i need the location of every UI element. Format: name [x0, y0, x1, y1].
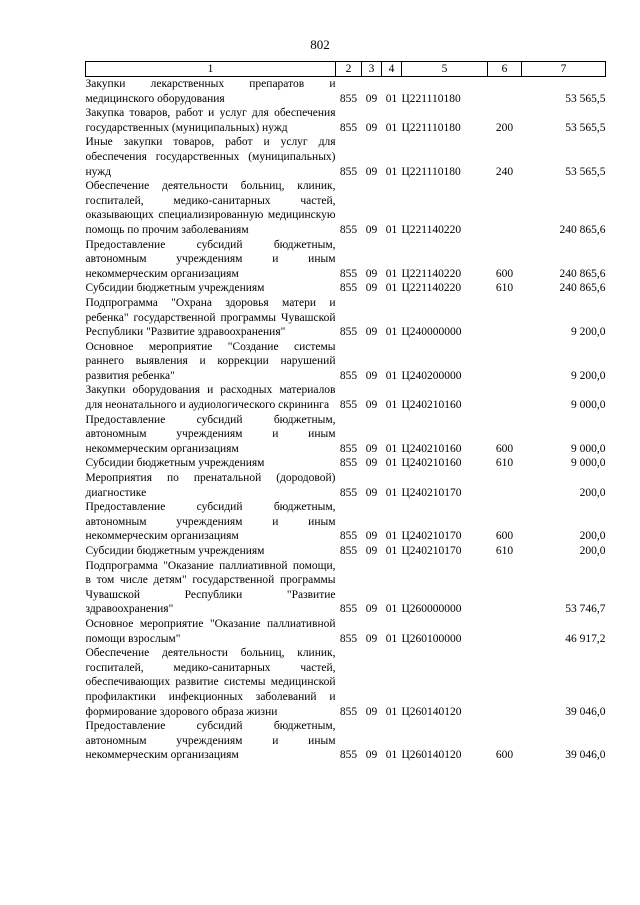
row-name: Субсидии бюджетным учреждениям	[85, 545, 265, 557]
row-expense-type: 600	[495, 530, 514, 543]
row-section: 09	[365, 267, 378, 280]
row-expense-type	[488, 559, 522, 617]
row-expense-type: 610	[495, 457, 514, 470]
row-target-article: Ц260100000	[401, 632, 462, 645]
row-name: Субсидии бюджетным учреждениям	[85, 457, 265, 470]
row-amount: 9 200,0	[571, 369, 606, 382]
row-ministry-code: 855	[339, 121, 358, 134]
row-amount: 53 565,5	[565, 121, 606, 134]
header-col-4: 4	[382, 62, 402, 77]
row-ministry-code: 855	[339, 442, 358, 455]
row-subsection: 01	[385, 92, 398, 105]
table-row	[86, 719, 606, 763]
row-amount: 9 000,0	[571, 399, 606, 412]
row-amount: 9 000,0	[571, 457, 606, 470]
header-row	[86, 62, 606, 77]
table-row	[86, 135, 606, 179]
row-target-article: Ц240210170	[401, 486, 462, 499]
row-ministry-code: 855	[339, 486, 358, 499]
row-target-article: Ц221110180	[401, 92, 461, 105]
table-row	[86, 500, 606, 544]
row-amount: 53 565,5	[565, 92, 606, 105]
row-section: 09	[365, 326, 378, 339]
row-target-article: Ц221140220	[401, 282, 462, 295]
row-ministry-code: 855	[339, 282, 358, 295]
row-ministry-code: 855	[339, 399, 358, 412]
row-section: 09	[365, 530, 378, 543]
header-col-7: 7	[522, 62, 606, 77]
row-amount: 39 046,0	[565, 705, 606, 718]
row-name: Предоставление субсидий бюджетным, автономным учреждениям и иным некоммерческим организациям	[85, 501, 336, 543]
page-number: 802	[310, 37, 330, 52]
budget-table	[85, 61, 606, 763]
table-row	[86, 559, 606, 617]
row-name: Подпрограмма "Охрана здоровья матери и ребенка" государственной программы Чувашской Республики "Развитие здравоохранения"	[85, 296, 336, 339]
row-ministry-code: 855	[339, 530, 358, 543]
row-ministry-code: 855	[339, 223, 358, 236]
row-subsection: 01	[385, 603, 398, 616]
row-subsection: 01	[385, 369, 398, 382]
row-name: Предоставление субсидий бюджетным, автономным учреждениям и иным некоммерческим организациям	[85, 413, 336, 455]
row-ministry-code: 855	[339, 267, 358, 280]
row-section: 09	[365, 632, 378, 645]
row-section: 09	[365, 705, 378, 718]
table-row	[86, 456, 606, 471]
row-subsection: 01	[385, 632, 398, 645]
row-subsection: 01	[385, 749, 398, 762]
row-section: 09	[365, 369, 378, 382]
row-target-article: Ц221110180	[401, 165, 461, 178]
row-amount: 53 746,7	[565, 603, 606, 616]
row-section: 09	[365, 486, 378, 499]
header-col-1: 1	[86, 62, 336, 77]
row-subsection: 01	[385, 121, 398, 134]
table-row	[86, 471, 606, 500]
header-col-5: 5	[402, 62, 488, 77]
row-ministry-code: 855	[339, 545, 358, 557]
row-expense-type	[488, 383, 522, 412]
table-row	[86, 413, 606, 457]
row-ministry-code: 855	[339, 705, 358, 718]
row-amount: 200,0	[579, 486, 606, 499]
row-section: 09	[365, 165, 378, 178]
header-col-6: 6	[488, 62, 522, 77]
row-section: 09	[365, 442, 378, 455]
row-expense-type: 600	[495, 267, 514, 280]
row-subsection: 01	[385, 399, 398, 412]
table-row	[86, 106, 606, 135]
row-expense-type: 200	[495, 121, 514, 134]
table-body	[86, 77, 606, 763]
row-name: Предоставление субсидий бюджетным, автономным учреждениям и иным некоммерческим организациям	[85, 238, 336, 280]
row-name: Мероприятия по пренатальной (дородовой) диагностике	[85, 472, 336, 499]
row-name: Закупка товаров, работ и услуг для обеспечения государственных (муниципальных) нужд	[85, 107, 336, 134]
row-target-article: Ц240210160	[401, 457, 462, 470]
row-subsection: 01	[385, 267, 398, 280]
row-target-article: Ц240210160	[401, 442, 462, 455]
row-ministry-code: 855	[339, 457, 358, 470]
row-expense-type	[488, 179, 522, 237]
table-row	[86, 383, 606, 412]
row-amount: 39 046,0	[565, 749, 606, 762]
row-section: 09	[365, 223, 378, 236]
row-amount: 200,0	[579, 530, 606, 543]
row-amount: 53 565,5	[565, 165, 606, 178]
row-target-article: Ц240200000	[401, 369, 462, 382]
row-target-article: Ц221140220	[401, 267, 462, 280]
table-row	[86, 77, 606, 107]
row-target-article: Ц260000000	[401, 603, 462, 616]
row-name: Субсидии бюджетным учреждениям	[85, 282, 265, 295]
row-section: 09	[365, 457, 378, 470]
row-section: 09	[365, 545, 378, 557]
row-amount: 46 917,2	[565, 632, 606, 645]
row-expense-type: 610	[495, 282, 514, 295]
table-row	[86, 179, 606, 237]
row-subsection: 01	[385, 282, 398, 295]
row-amount: 9 200,0	[571, 326, 606, 339]
row-ministry-code: 855	[339, 603, 358, 616]
row-section: 09	[365, 282, 378, 295]
row-ministry-code: 855	[339, 369, 358, 382]
table-row	[86, 544, 606, 559]
row-subsection: 01	[385, 326, 398, 339]
row-target-article: Ц221110180	[401, 121, 461, 134]
row-amount: 240 865,6	[559, 223, 606, 236]
row-expense-type: 610	[495, 545, 514, 557]
row-name: Иные закупки товаров, работ и услуг для обеспечения государственных (муниципальных) нужд	[85, 136, 336, 178]
row-target-article: Ц260140120	[401, 705, 462, 718]
row-ministry-code: 855	[339, 632, 358, 645]
header-col-3: 3	[362, 62, 382, 77]
row-subsection: 01	[385, 530, 398, 543]
table-row	[86, 646, 606, 719]
row-name: Основное мероприятие "Создание системы раннего выявления и коррекции нарушений развития ребенка"	[85, 340, 336, 382]
table-row	[86, 617, 606, 646]
row-target-article: Ц240210160	[401, 399, 462, 412]
row-target-article: Ц221140220	[401, 223, 462, 236]
row-expense-type: 240	[495, 165, 514, 178]
row-expense-type	[488, 296, 522, 340]
row-amount: 240 865,6	[559, 282, 606, 295]
table-row	[86, 296, 606, 340]
row-subsection: 01	[385, 165, 398, 178]
row-name: Обеспечение деятельности больниц, клиник, госпиталей, медико-санитарных частей, оказывающих специализированную медицинскую помощь по прочим заболеваниям	[85, 180, 336, 236]
row-section: 09	[365, 92, 378, 105]
row-target-article: Ц240210170	[401, 530, 462, 543]
row-amount: 200,0	[579, 545, 606, 557]
row-name: Закупки лекарственных препаратов и медицинского оборудования	[85, 78, 336, 105]
row-amount: 9 000,0	[571, 442, 606, 455]
row-amount: 240 865,6	[559, 267, 606, 280]
row-name: Обеспечение деятельности больниц, клиник, госпиталей, медико-санитарных частей, обеспечивающих развитие системы медицинской профилактики инфекционных заболеваний и формирование здорового образа жизни	[85, 647, 336, 718]
row-name: Предоставление субсидий бюджетным, автономным учреждениям и иным некоммерческим организациям	[85, 720, 336, 762]
row-subsection: 01	[385, 457, 398, 470]
table-row	[86, 281, 606, 296]
row-subsection: 01	[385, 705, 398, 718]
row-target-article: Ц240000000	[401, 326, 462, 339]
row-section: 09	[365, 399, 378, 412]
row-expense-type: 600	[495, 442, 514, 455]
row-expense-type	[488, 617, 522, 646]
row-name: Закупки оборудования и расходных материалов для неонатального и аудиологического скрининга	[85, 384, 336, 412]
row-ministry-code: 855	[339, 326, 358, 339]
row-expense-type	[488, 471, 522, 500]
row-subsection: 01	[385, 223, 398, 236]
header-col-2: 2	[336, 62, 362, 77]
table-row	[86, 340, 606, 384]
row-section: 09	[365, 603, 378, 616]
row-target-article: Ц240210170	[401, 545, 462, 557]
row-expense-type	[488, 340, 522, 384]
row-ministry-code: 855	[339, 165, 358, 178]
row-section: 09	[365, 749, 378, 762]
row-expense-type	[488, 646, 522, 719]
row-name: Подпрограмма "Оказание паллиативной помощи, в том числе детям" государственной программы Чувашской Республики "Развитие здравоохранения"	[85, 559, 336, 616]
row-expense-type	[488, 77, 522, 107]
row-subsection: 01	[385, 545, 398, 557]
row-ministry-code: 855	[339, 92, 358, 105]
row-ministry-code: 855	[339, 749, 358, 762]
row-subsection: 01	[385, 442, 398, 455]
row-target-article: Ц260140120	[401, 749, 462, 762]
table-row	[86, 238, 606, 282]
row-section: 09	[365, 121, 378, 134]
row-subsection: 01	[385, 486, 398, 499]
row-expense-type: 600	[495, 749, 514, 762]
row-name: Основное мероприятие "Оказание паллиативной помощи взрослым"	[85, 617, 336, 645]
